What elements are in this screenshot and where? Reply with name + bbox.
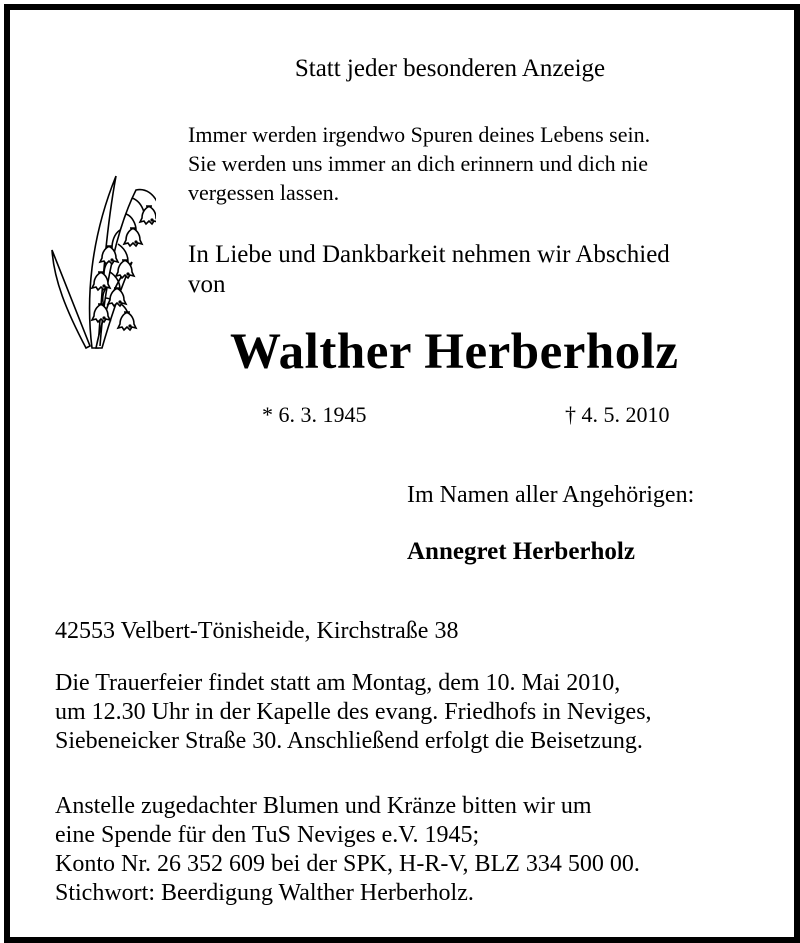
farewell-text <box>188 240 670 300</box>
behalf-line: Im Namen aller Angehörigen: <box>407 482 695 508</box>
farewell-line: In Liebe und Dankbarkeit nehmen wir Abschied <box>188 241 670 268</box>
service-line: um 12.30 Uhr in der Kapelle des evang. Friedhofs in Neviges, <box>55 699 652 725</box>
deceased-name: Walther Herberholz <box>230 324 679 380</box>
lily-of-the-valley-icon <box>46 170 156 350</box>
address: 42553 Velbert-Tönisheide, Kirchstraße 38 <box>55 618 459 644</box>
verse-line: vergessen lassen. <box>188 180 340 205</box>
donation-line: Konto Nr. 26 352 609 bei der SPK, H-R-V, BLZ 334 500 00. <box>55 851 640 877</box>
memorial-verse <box>188 120 748 207</box>
notice-header: Statt jeder besonderen Anzeige <box>294 55 606 82</box>
obituary-notice <box>4 4 800 943</box>
donation-line: eine Spende für den TuS Neviges e.V. 1945; <box>55 822 480 848</box>
verse-line: Immer werden irgendwo Spuren deines Lebens sein. <box>188 122 651 147</box>
service-line: Die Trauerfeier findet statt am Montag, dem 10. Mai 2010, <box>55 670 621 696</box>
donation-line: Anstelle zugedachter Blumen und Kränze bitten wir um <box>55 793 592 819</box>
birth-date: * 6. 3. 1945 <box>262 402 367 427</box>
farewell-line: von <box>188 271 226 298</box>
service-info <box>55 669 652 756</box>
verse-line: Sie werden uns immer an dich erinnern und dich nie <box>188 151 649 176</box>
service-line: Siebeneicker Straße 30. Anschließend erfolgt die Beisetzung. <box>55 728 643 754</box>
signer-name: Annegret Herberholz <box>407 538 635 565</box>
donation-info <box>55 792 640 908</box>
death-date: † 4. 5. 2010 <box>565 402 670 427</box>
donation-line: Stichwort: Beerdigung Walther Herberholz. <box>55 880 474 906</box>
